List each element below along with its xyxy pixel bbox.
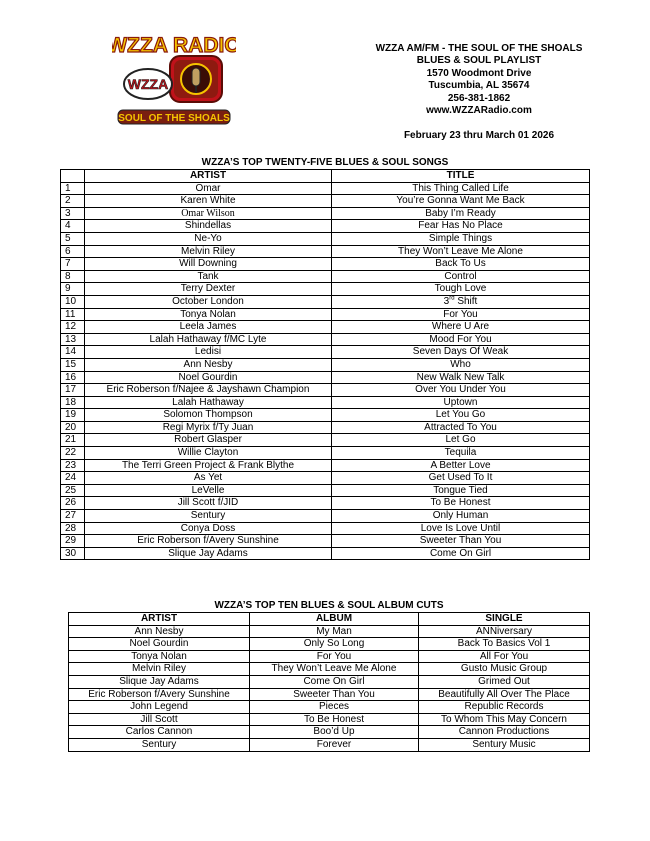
table-row <box>61 421 590 434</box>
albums-table-title: WZZA’S TOP TEN BLUES & SOUL ALBUM CUTS <box>214 600 444 611</box>
artist-cell: Slique Jay Adams <box>69 675 250 688</box>
table-row <box>69 688 590 701</box>
table-row <box>61 333 590 346</box>
artist-cell: Noel Gourdin <box>69 638 250 651</box>
table-row <box>61 220 590 233</box>
single-cell: Sentury Music <box>419 738 590 751</box>
artist-cell: Jill Scott f/JID <box>85 497 332 510</box>
title-cell: Where U Are <box>332 321 590 334</box>
station-header <box>338 43 620 143</box>
title-cell <box>332 295 590 308</box>
album-cell: Sweeter Than You <box>250 688 419 701</box>
table-row <box>61 547 590 560</box>
title-cell: Who <box>332 358 590 371</box>
artist-cell: As Yet <box>85 472 332 485</box>
album-cell: Forever <box>250 738 419 751</box>
album-cell: For You <box>250 650 419 663</box>
rank-cell: 21 <box>61 434 85 447</box>
single-cell: Back To Basics Vol 1 <box>419 638 590 651</box>
city-state-zip: Tuscumbia, AL 35674 <box>428 80 530 92</box>
table-row <box>61 472 590 485</box>
table-row <box>61 522 590 535</box>
single-cell: To Whom This May Concern <box>419 713 590 726</box>
artist-cell: Eric Roberson f/Avery Sunshine <box>69 688 250 701</box>
title-cell: Tequila <box>332 447 590 460</box>
artist-cell: Shindellas <box>85 220 332 233</box>
station-name: WZZA AM/FM - THE SOUL OF THE SHOALS <box>375 43 583 54</box>
table-header-row <box>69 613 590 626</box>
rank-cell: 28 <box>61 522 85 535</box>
artist-cell: John Legend <box>69 701 250 714</box>
table-row <box>69 713 590 726</box>
table-row <box>61 295 590 308</box>
album-cell: They Won’t Leave Me Alone <box>250 663 419 676</box>
title-header: TITLE <box>332 170 590 183</box>
table-row <box>61 182 590 195</box>
wzza-radio-logo <box>112 30 236 126</box>
rank-cell: 6 <box>61 245 85 258</box>
artist-cell: Slique Jay Adams <box>85 547 332 560</box>
table-row <box>61 535 590 548</box>
rank-cell: 23 <box>61 459 85 472</box>
artist-cell: Omar <box>85 182 332 195</box>
songs-table-title: WZZA’S TOP TWENTY-FIVE BLUES & SOUL SONGS <box>201 157 449 168</box>
single-cell: Gusto Music Group <box>419 663 590 676</box>
title-cell: Let Go <box>332 434 590 447</box>
table-row <box>61 308 590 321</box>
title-cell: Get Used To It <box>332 472 590 485</box>
single-cell: Republic Records <box>419 701 590 714</box>
artist-cell: Tonya Nolan <box>69 650 250 663</box>
artist-cell: October London <box>85 295 332 308</box>
rank-cell: 12 <box>61 321 85 334</box>
rank-cell: 3 <box>61 207 85 220</box>
website: www.WZZARadio.com <box>426 105 532 117</box>
table-row <box>69 625 590 638</box>
rank-cell: 24 <box>61 472 85 485</box>
rank-cell: 26 <box>61 497 85 510</box>
title-cell: New Walk New Talk <box>332 371 590 384</box>
artist-cell: Ledisi <box>85 346 332 359</box>
table-row <box>61 484 590 497</box>
title-cell: Mood For You <box>332 333 590 346</box>
album-cell: My Man <box>250 625 419 638</box>
table-row <box>61 207 590 220</box>
table-row <box>61 258 590 271</box>
album-header: ALBUM <box>250 613 419 626</box>
single-header: SINGLE <box>419 613 590 626</box>
playlist-name: BLUES & SOUL PLAYLIST <box>416 55 542 67</box>
title-cell: Tongue Tied <box>332 484 590 497</box>
rank-cell: 19 <box>61 409 85 422</box>
album-cell: Come On Girl <box>250 675 419 688</box>
rank-cell: 14 <box>61 346 85 359</box>
table-row <box>69 638 590 651</box>
rank-header <box>61 170 85 183</box>
title-cell: Control <box>332 270 590 283</box>
rank-cell: 18 <box>61 396 85 409</box>
rank-cell: 29 <box>61 535 85 548</box>
table-header-row <box>61 170 590 183</box>
artist-header: ARTIST <box>69 613 250 626</box>
single-cell: All For You <box>419 650 590 663</box>
artist-cell: Solomon Thompson <box>85 409 332 422</box>
title-ordinal-suffix: rd <box>449 295 455 302</box>
artist-cell: Willie Clayton <box>85 447 332 460</box>
logo-bottom-text: SOUL OF THE SHOALS <box>118 113 230 124</box>
title-cell: Simple Things <box>332 232 590 245</box>
rank-cell: 27 <box>61 510 85 523</box>
rank-cell: 7 <box>61 258 85 271</box>
table-row <box>61 283 590 296</box>
title-cell: For You <box>332 308 590 321</box>
single-cell: Grimed Out <box>419 675 590 688</box>
album-cell: Boo’d Up <box>250 726 419 739</box>
artist-cell: Karen White <box>85 195 332 208</box>
title-cell: A Better Love <box>332 459 590 472</box>
rank-cell: 2 <box>61 195 85 208</box>
table-row <box>69 726 590 739</box>
artist-cell: Regi Myrix f/Ty Juan <box>85 421 332 434</box>
radio-logo-graphic <box>112 30 236 126</box>
title-cell: Let You Go <box>332 409 590 422</box>
title-cell: To Be Honest <box>332 497 590 510</box>
logo-badge-text: WZZA <box>127 76 169 92</box>
artist-cell: Lalah Hathaway f/MC Lyte <box>85 333 332 346</box>
table-row <box>61 270 590 283</box>
rank-cell: 5 <box>61 232 85 245</box>
single-cell: ANNiversary <box>419 625 590 638</box>
table-row <box>61 497 590 510</box>
rank-cell: 22 <box>61 447 85 460</box>
title-cell: Tough Love <box>332 283 590 296</box>
title-cell: This Thing Called Life <box>332 182 590 195</box>
rank-cell: 20 <box>61 421 85 434</box>
table-row <box>61 371 590 384</box>
table-row <box>61 434 590 447</box>
title-cell: Baby I’m Ready <box>332 207 590 220</box>
table-row <box>61 396 590 409</box>
single-cell: Cannon Productions <box>419 726 590 739</box>
title-ordinal: 3 <box>443 295 450 307</box>
title-rest: Shift <box>454 295 478 307</box>
phone-number: 256-381-1862 <box>447 92 511 104</box>
street-address: 1570 Woodmont Drive <box>426 67 532 79</box>
artist-cell: Noel Gourdin <box>85 371 332 384</box>
rank-cell: 30 <box>61 547 85 560</box>
album-cell: Only So Long <box>250 638 419 651</box>
artist-cell: Ann Nesby <box>85 358 332 371</box>
rank-cell: 10 <box>61 295 85 308</box>
rank-cell: 8 <box>61 270 85 283</box>
table-row <box>69 738 590 751</box>
title-cell: Come On Girl <box>332 547 590 560</box>
artist-cell: Sentury <box>69 738 250 751</box>
title-cell: Attracted To You <box>332 421 590 434</box>
title-cell: Love Is Love Until <box>332 522 590 535</box>
table-row <box>61 346 590 359</box>
title-cell: Seven Days Of Weak <box>332 346 590 359</box>
title-cell: They Won’t Leave Me Alone <box>332 245 590 258</box>
artist-cell: Jill Scott <box>69 713 250 726</box>
table-row <box>61 358 590 371</box>
artist-cell: Ann Nesby <box>69 625 250 638</box>
table-row <box>61 321 590 334</box>
table-row <box>61 510 590 523</box>
artist-cell: Carlos Cannon <box>69 726 250 739</box>
artist-cell: Eric Roberson f/Avery Sunshine <box>85 535 332 548</box>
album-cell: To Be Honest <box>250 713 419 726</box>
rank-cell: 17 <box>61 384 85 397</box>
artist-cell: Robert Glasper <box>85 434 332 447</box>
artist-cell: LeVelle <box>85 484 332 497</box>
title-cell: Sweeter Than You <box>332 535 590 548</box>
logo-top-text: WZZA RADIO <box>112 34 236 57</box>
rank-cell: 15 <box>61 358 85 371</box>
table-row <box>69 650 590 663</box>
artist-cell: Conya Doss <box>85 522 332 535</box>
artist-cell: Terry Dexter <box>85 283 332 296</box>
rank-cell: 13 <box>61 333 85 346</box>
rank-cell: 11 <box>61 308 85 321</box>
artist-cell: Melvin Riley <box>85 245 332 258</box>
top-songs-table <box>60 169 590 560</box>
table-row <box>61 384 590 397</box>
album-cuts-table <box>68 612 590 752</box>
artist-cell: Eric Roberson f/Najee & Jayshawn Champion <box>85 384 332 397</box>
table-row <box>61 195 590 208</box>
title-cell: Over You Under You <box>332 384 590 397</box>
table-row <box>61 245 590 258</box>
table-row <box>69 663 590 676</box>
table-row <box>69 675 590 688</box>
rank-cell: 1 <box>61 182 85 195</box>
rank-cell: 16 <box>61 371 85 384</box>
artist-cell: The Terri Green Project & Frank Blythe <box>85 459 332 472</box>
table-row <box>61 447 590 460</box>
rank-cell: 25 <box>61 484 85 497</box>
title-cell: Only Human <box>332 510 590 523</box>
artist-cell: Omar Wilson <box>85 207 332 220</box>
single-cell: Beautifully All Over The Place <box>419 688 590 701</box>
title-cell: You’re Gonna Want Me Back <box>332 195 590 208</box>
rank-cell: 4 <box>61 220 85 233</box>
artist-cell: Melvin Riley <box>69 663 250 676</box>
artist-header: ARTIST <box>85 170 332 183</box>
rank-cell: 9 <box>61 283 85 296</box>
artist-cell: Will Downing <box>85 258 332 271</box>
artist-cell: Leela James <box>85 321 332 334</box>
table-row <box>61 232 590 245</box>
artist-cell: Ne-Yo <box>85 232 332 245</box>
title-cell: Back To Us <box>332 258 590 271</box>
artist-cell: Lalah Hathaway <box>85 396 332 409</box>
title-cell: Uptown <box>332 396 590 409</box>
date-range: February 23 thru March 01 2026 <box>403 130 555 142</box>
table-row <box>69 701 590 714</box>
table-row <box>61 409 590 422</box>
artist-cell: Tonya Nolan <box>85 308 332 321</box>
title-cell: Fear Has No Place <box>332 220 590 233</box>
table-row <box>61 459 590 472</box>
artist-cell: Tank <box>85 270 332 283</box>
artist-cell: Sentury <box>85 510 332 523</box>
album-cell: Pieces <box>250 701 419 714</box>
